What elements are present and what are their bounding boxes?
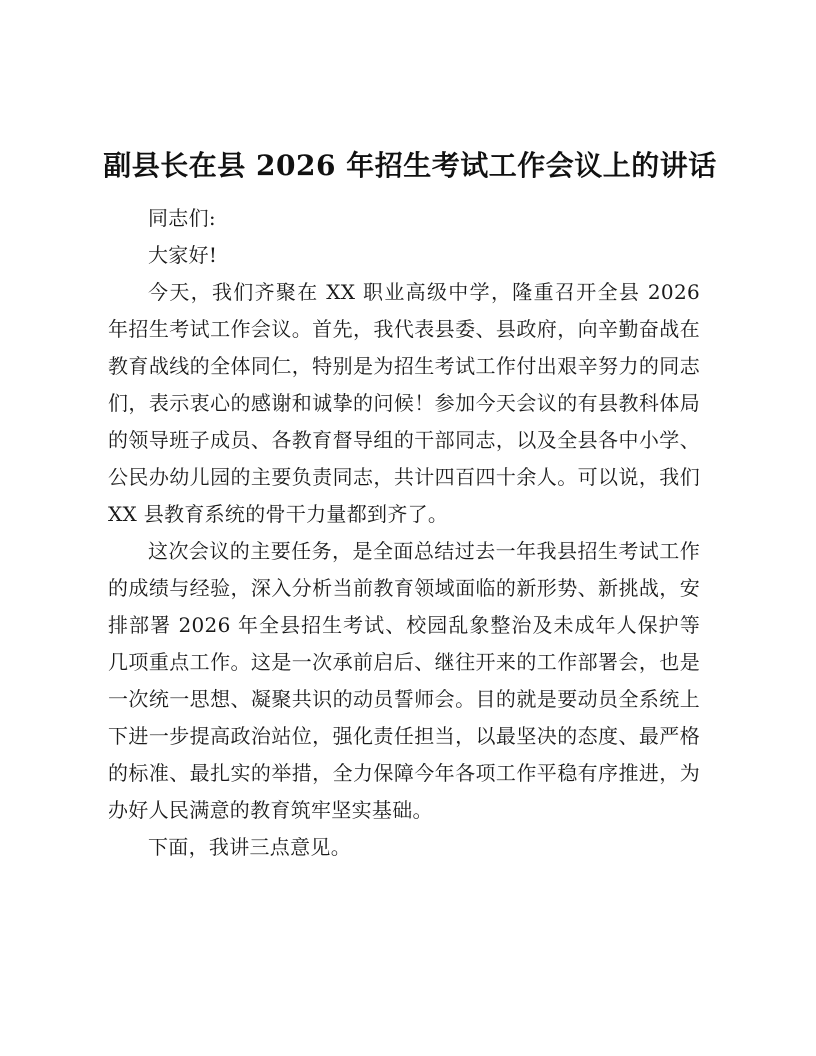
document-body — [108, 200, 700, 866]
paragraph-opening: 今天，我们齐聚在 XX 职业高级中学，隆重召开全县 2026 年招生考试工作会议。首先，我代表县委、县政府，向辛勤奋战在教育战线的全体同仁，特别是为招生考试工作付出艰辛努力的同志们，表示衷心的感谢和诚挚的问候！参加今天会议的有县教科体局的领导班子成员、各教育督导组的干部同志，以及全县各中小学、公民办幼儿园的主要负责同志，共计四百四十余人。可以说，我们 XX 县教育系统的骨干力量都到齐了。 — [108, 280, 700, 526]
salutation: 同志们: — [148, 206, 216, 230]
paragraph-meeting-tasks: 这次会议的主要任务，是全面总结过去一年我县招生考试工作的成绩与经验，深入分析当前教育领域面临的新形势、新挑战，安排部署 2026 年全县招生考试、校园乱象整治及未成年人保护等几项重点工作。这是一次承前启后、继往开来的工作部署会，也是一次统一思想、凝聚共识的动员誓师会。目的就是要动员全系统上下进一步提高政治站位，强化责任担当，以最坚决的态度、最严格的标准、最扎实的举措，全力保障今年各项工作平稳有序推进，为办好人民满意的教育筑牢坚实基础。 — [108, 539, 700, 822]
greeting: 大家好! — [148, 243, 218, 267]
paragraph-transition: 下面，我讲三点意见。 — [148, 835, 351, 859]
document-title: 副县长在县 2026 年招生考试工作会议上的讲话 — [103, 149, 717, 182]
